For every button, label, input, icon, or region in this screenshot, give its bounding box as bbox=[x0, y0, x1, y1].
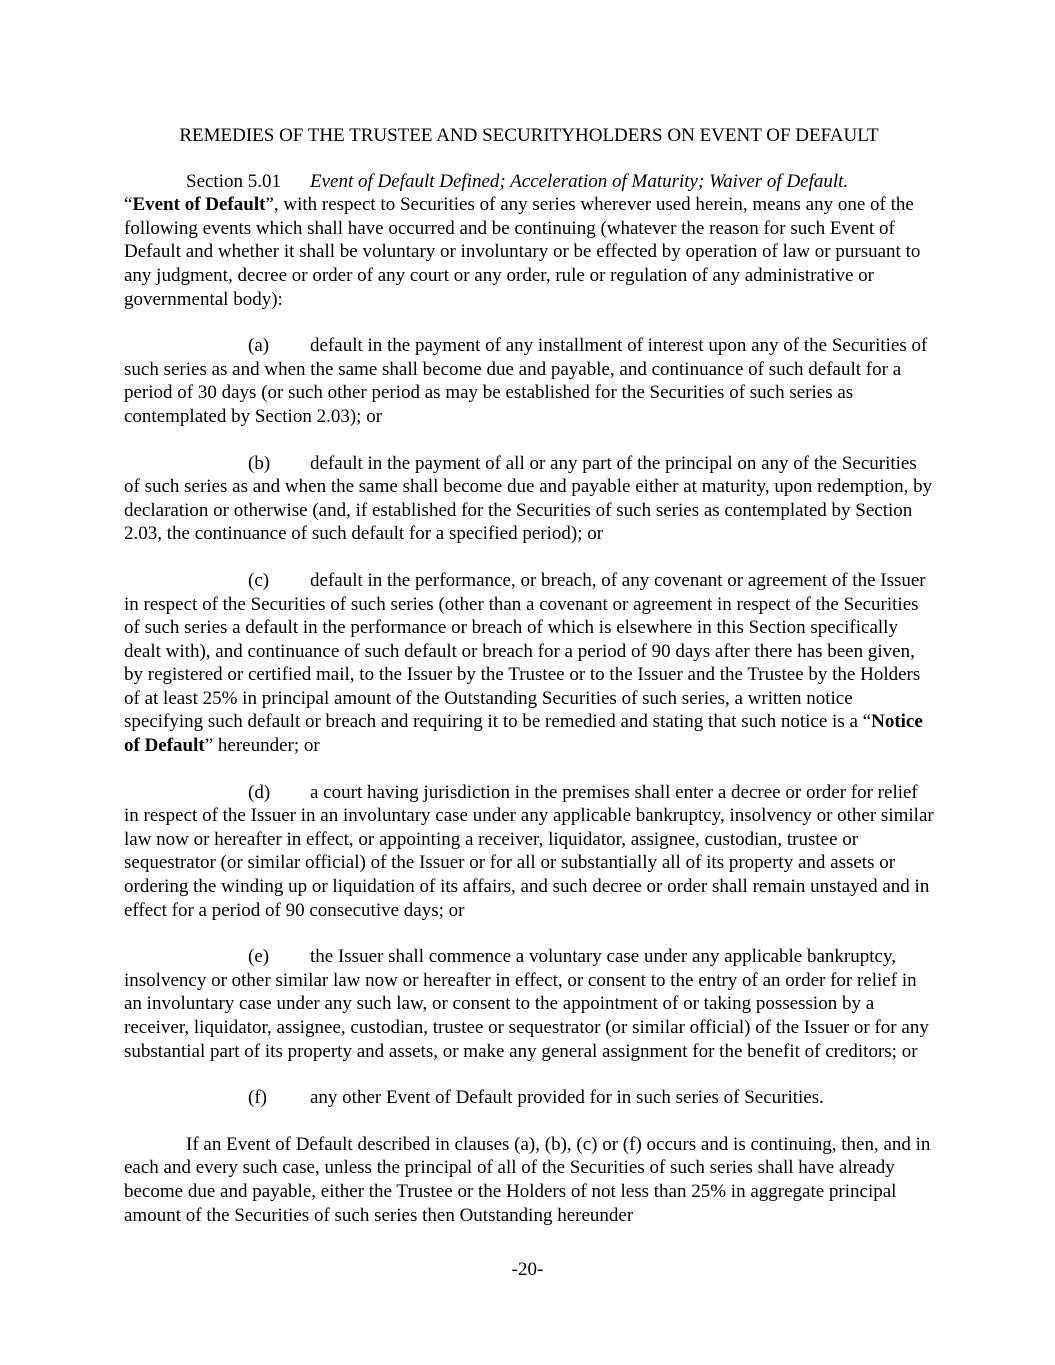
article-heading: REMEDIES OF THE TRUSTEE AND SECURITYHOLDERS ON EVENT OF DEFAULT bbox=[179, 125, 879, 146]
clause-a bbox=[124, 334, 934, 428]
open-quote: “ bbox=[124, 194, 133, 216]
section-number: Section 5.01 bbox=[186, 170, 281, 192]
acceleration-paragraph: If an Event of Default described in clauses (a), (b), (c) or (f) occurs and is continuing, then, and in each and every such case, unless the principal of all of the Securities of such series shall have already become due and payable, either the Trustee or the Holders of not less than 25% in aggregate principal amount of the Securities of such series then Outstanding hereunder bbox=[124, 1133, 931, 1226]
defined-term-notice-of-default: Notice of Default bbox=[124, 711, 923, 757]
clause-b-label: (b) bbox=[248, 452, 271, 474]
defined-term-event-of-default: Event of Default bbox=[132, 194, 266, 216]
document-page bbox=[124, 124, 934, 1227]
clause-c-text-end: ” hereunder; or bbox=[204, 735, 320, 757]
clause-e bbox=[124, 945, 934, 1063]
clause-b bbox=[124, 452, 934, 546]
clause-d-label: (d) bbox=[248, 781, 271, 803]
clause-c-text: default in the performance, or breach, of any covenant or agreement of the Issuer in respect of the Securities of such series (other than a covenant or agreement in respect of the Securities of such series a default in the performance or breach of which is elsewhere in this Section specifically dealt with), and continuance of such default or breach for a period of 90 days after there has been given, by registered or certified mail, to the Issuer by the Trustee or to the Issuer and the Trustee by the Holders of at least 25% in principal amount of the Outstanding Securities of such series, a written notice specifying such default or breach and requiring it to be remedied and stating that such notice is a “ bbox=[124, 569, 926, 733]
section-intro-paragraph bbox=[124, 193, 934, 311]
page-number: -20- bbox=[511, 1259, 544, 1280]
clause-e-text: the Issuer shall commence a voluntary case under any applicable bankruptcy, insolvency or other similar law now or hereafter in effect, or consent to the entry of an order for relief in an involuntary case under any such law, or consent to the appointment of or taking possession by a receiver, liquidator, assignee, custodian, trustee or sequestrator (or similar official) of the Issuer or for any substantial part of its property and assets, or make any general assignment for the benefit of creditors; or bbox=[124, 946, 929, 1062]
clause-b-text: default in the payment of all or any part of the principal on any of the Securities of such series as and when the same shall become due and payable either at maturity, upon redemption, by declaration or otherwise (and, if established for the Securities of such series as contemplated by Section 2.03, the continuance of such default for a specified period); or bbox=[124, 452, 933, 545]
clause-a-text: default in the payment of any installment of interest upon any of the Securities of such series as and when the same shall become due and payable, and continuance of such default for a period of 30 days (or such other period as may be established for the Securities of such series as contemplated by Section 2.03); or bbox=[124, 335, 928, 427]
clause-c-label: (c) bbox=[248, 569, 270, 591]
clause-f-text: any other Event of Default provided for in such series of Securities. bbox=[310, 1087, 824, 1109]
clause-d-text: a court having jurisdiction in the premises shall enter a decree or order for relief in respect of the Issuer in an involuntary case under any applicable bankruptcy, insolvency or other similar law now or hereafter in effect, or appointing a receiver, liquidator, assignee, custodian, trustee or sequestrator (or similar official) of the Issuer or for all or substantially all of its property and assets or ordering the winding up or liquidation of its affairs, and such decree or order shall remain unstayed and in effect for a period of 90 consecutive days; or bbox=[124, 781, 934, 921]
intro-text: ”, with respect to Securities of any series wherever used herein, means any one of the following events which shall have occurred and be continuing (whatever the reason for such Event of Default and whether it shall be voluntary or involuntary or be effected by operation of law or pursuant to any judgment, decree or order of any court or any order, rule or regulation of any administrative or governmental body): bbox=[124, 194, 921, 310]
clause-c bbox=[124, 569, 934, 758]
clause-d bbox=[124, 781, 934, 923]
section-heading bbox=[124, 170, 934, 194]
clause-e-label: (e) bbox=[248, 946, 270, 968]
clause-f bbox=[124, 1086, 934, 1110]
clause-f-label: (f) bbox=[248, 1087, 267, 1109]
section-title: Event of Default Defined; Acceleration of Maturity; Waiver of Default. bbox=[310, 170, 849, 192]
clause-a-label: (a) bbox=[248, 335, 270, 357]
